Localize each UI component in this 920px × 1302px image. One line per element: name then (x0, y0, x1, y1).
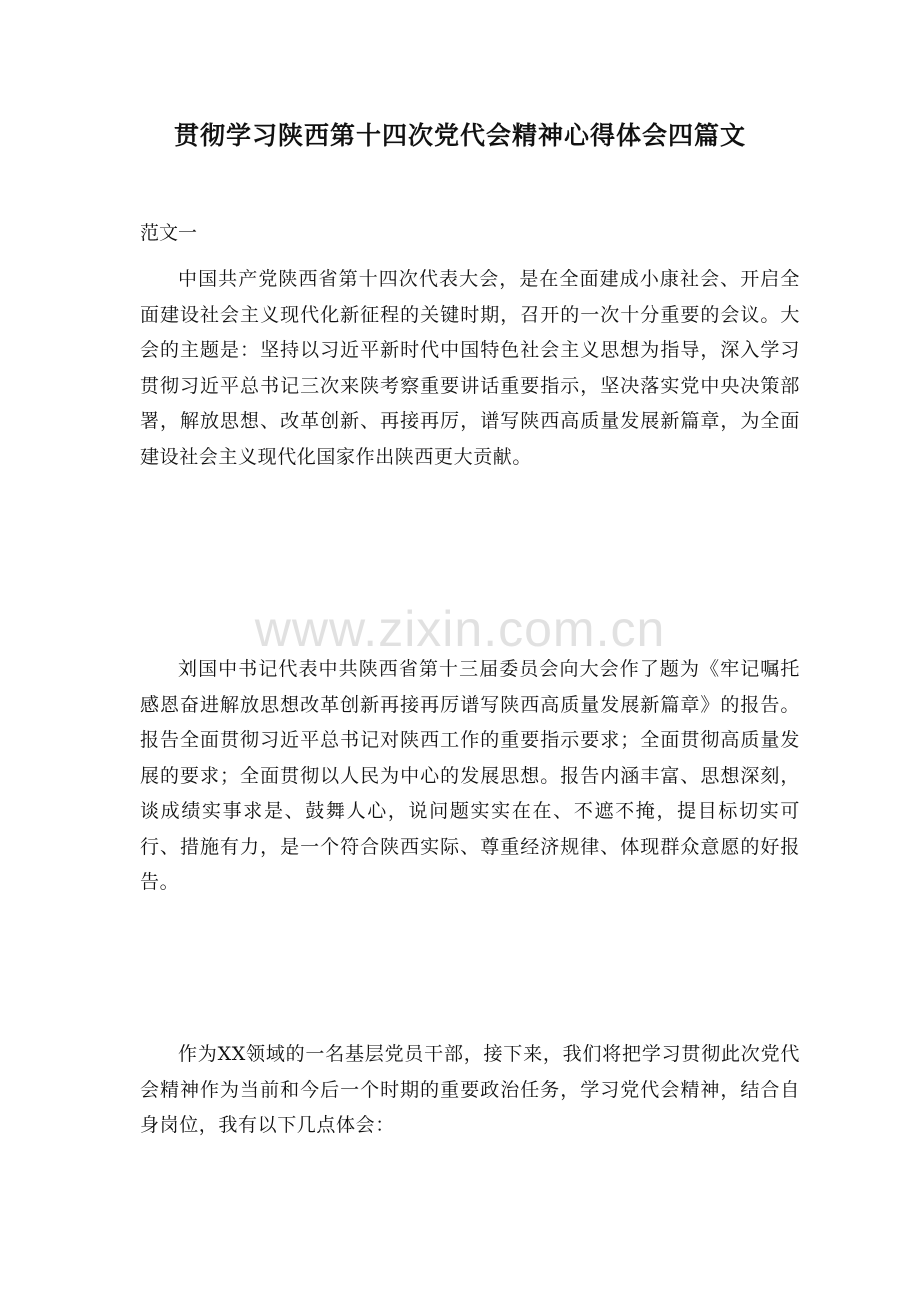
paragraph-2: 刘国中书记代表中共陕西省第十三届委员会向大会作了题为《牢记嘱托感恩奋进解放思想改革创新再接再厉谱写陕西高质量发展新篇章》的报告。报告全面贯彻习近平总书记对陕西工作的重要指示要求；全面贯彻高质量发展的要求；全面贯彻以人民为中心的发展思想。报告内涵丰富、思想深刻，谈成绩实事求是、鼓舞人心，说问题实实在在、不遮不掩，提目标切实可行、措施有力，是一个符合陕西实际、尊重经济规律、体现群众意愿的好报告。 (140, 658, 800, 893)
section-label: 范文一 (140, 222, 198, 244)
watermark-text: www.zixin.com.cn (254, 601, 666, 657)
paragraph-3: 作为XX领域的一名基层党员干部，接下来，我们将把学习贯彻此次党代会精神作为当前和今后一个时期的重要政治任务，学习党代会精神，结合自身岗位，我有以下几点体会： (140, 1043, 800, 1136)
paragraph-1: 中国共产党陕西省第十四次代表大会，是在全面建成小康社会、开启全面建设社会主义现代化新征程的关键时期，召开的一次十分重要的会议。大会的主题是：坚持以习近平新时代中国特色社会主义思想为指导，深入学习贯彻习近平总书记三次来陕考察重要讲话重要指示，坚决落实党中央决策部署，解放思想、改革创新、再接再厉，谱写陕西高质量发展新篇章，为全面建设社会主义现代化国家作出陕西更大贡献。 (140, 268, 800, 468)
document-title: 贯彻学习陕西第十四次党代会精神心得体会四篇文 (173, 121, 746, 150)
